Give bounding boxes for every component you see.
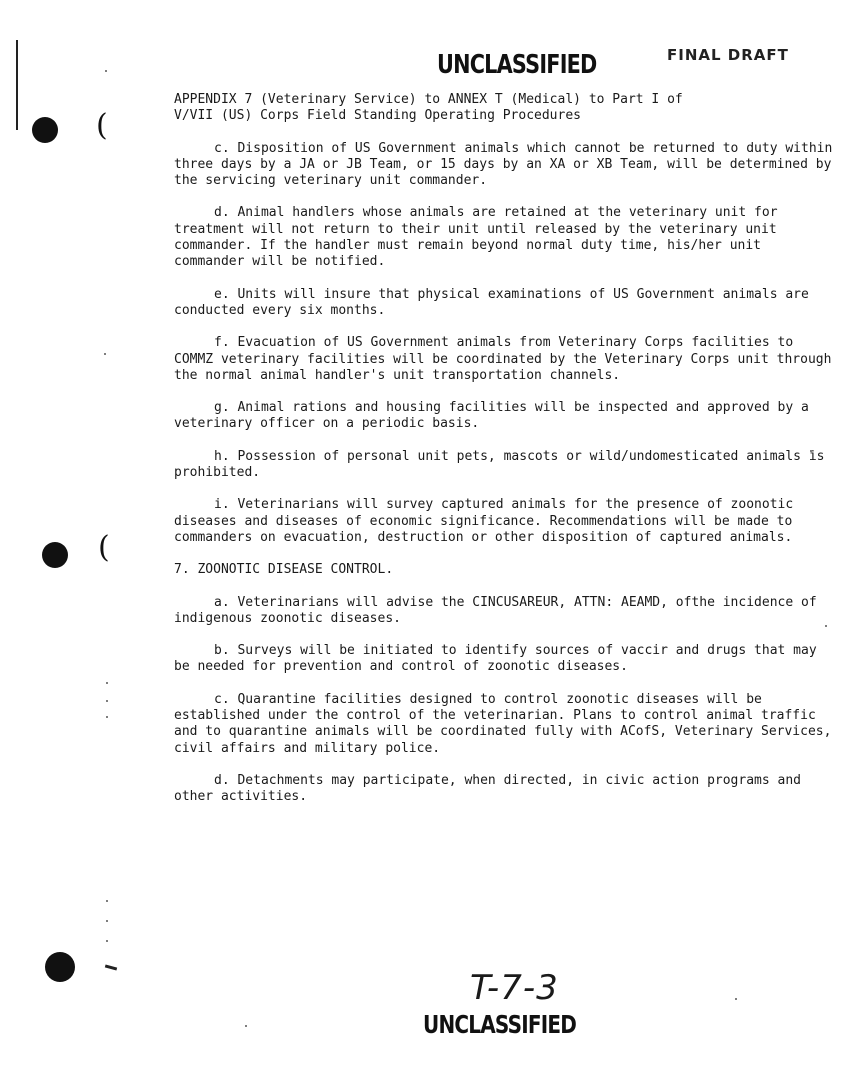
classification-header: UNCLASSIFIED (437, 50, 597, 80)
document-title-line: V/VII (US) Corps Field Standing Operating Procedures (174, 108, 581, 124)
paragraph-i: i. Veterinarians will survey captured animals for the presence of zoonotic diseases and diseases of economic significance. Recommendations will be made to commanders on evacuation, destruction or other disposition of captured animals. (174, 497, 794, 545)
scan-speck (245, 1025, 247, 1027)
document-title-line: APPENDIX 7 (Veterinary Service) to ANNEX T (Medical) to Part I of (174, 92, 683, 107)
scan-speck (106, 940, 108, 942)
binder-hole-bottom (45, 952, 75, 982)
scan-speck (106, 900, 108, 902)
margin-mark-top: ( (96, 108, 108, 143)
draft-status-label: FINAL DRAFT (667, 46, 789, 64)
scan-speck (104, 353, 106, 355)
scan-speck (106, 920, 108, 922)
paragraph-c: c. Disposition of US Government animals which cannot be returned to duty within three days by a JA or JB Team, or 15 days by an XA or XB Team, will be determined by the servicing veterinary unit commander. (174, 140, 833, 189)
section-heading: 7. ZOONOTIC DISEASE CONTROL. (174, 562, 394, 578)
paragraph-e: e. Units will insure that physical examinations of US Government animals are conducted every six months. (174, 286, 809, 318)
classification-footer: UNCLASSIFIED (423, 1010, 576, 1039)
document-title (174, 92, 834, 125)
section-paragraph-b: b. Surveys will be initiated to identify sources of vaccir and drugs that may be needed for prevention and control of zoonotic diseases. (174, 643, 817, 675)
section-paragraph-c: c. Quarantine facilities designed to control zoonotic diseases will be established under the control of the veterinarian. Plans to control animal traffic and to quarantine animals will be coordinated fully with ACofS, Veterinary Services, civil affairs and military police. (174, 691, 832, 756)
page-number: T-7-3 (470, 968, 559, 1008)
document-body (174, 92, 834, 822)
scan-speck (106, 700, 108, 702)
section-paragraph-a: a. Veterinarians will advise the CINCUSAREUR, ATTN: AEAMD, ofthe incidence of indigenous zoonotic diseases. (174, 594, 817, 626)
paragraph-h: h. Possession of personal unit pets, mascots or wild/undomesticated animals is prohibited. (174, 448, 825, 481)
paragraph-g: g. Animal rations and housing facilities will be inspected and approved by a veterinary officer on a periodic basis. (174, 400, 809, 432)
scan-speck (105, 70, 107, 72)
margin-mark-bottom (105, 964, 117, 970)
scan-speck (735, 998, 737, 1000)
binder-hole-middle (42, 542, 68, 568)
paragraph-f: f. Evacuation of US Government animals from Veterinary Corps facilities to COMMZ veterinary facilities will be coordinated by the Veterinary Corps unit through the normal animal handler's unit transportation channels. (174, 335, 832, 383)
paragraph-d: d. Animal handlers whose animals are retained at the veterinary unit for treatment will not return to their unit until released by the veterinary unit commander. If the handler must remain beyond normal duty time, his/her unit commander will be notified. (174, 205, 778, 270)
margin-line (16, 40, 18, 130)
scan-speck (106, 682, 108, 684)
scan-speck (106, 716, 108, 718)
section-paragraph-d: d. Detachments may participate, when directed, in civic action programs and other activities. (174, 772, 801, 805)
binder-hole-top (32, 117, 58, 143)
margin-mark-middle: ( (98, 530, 110, 565)
